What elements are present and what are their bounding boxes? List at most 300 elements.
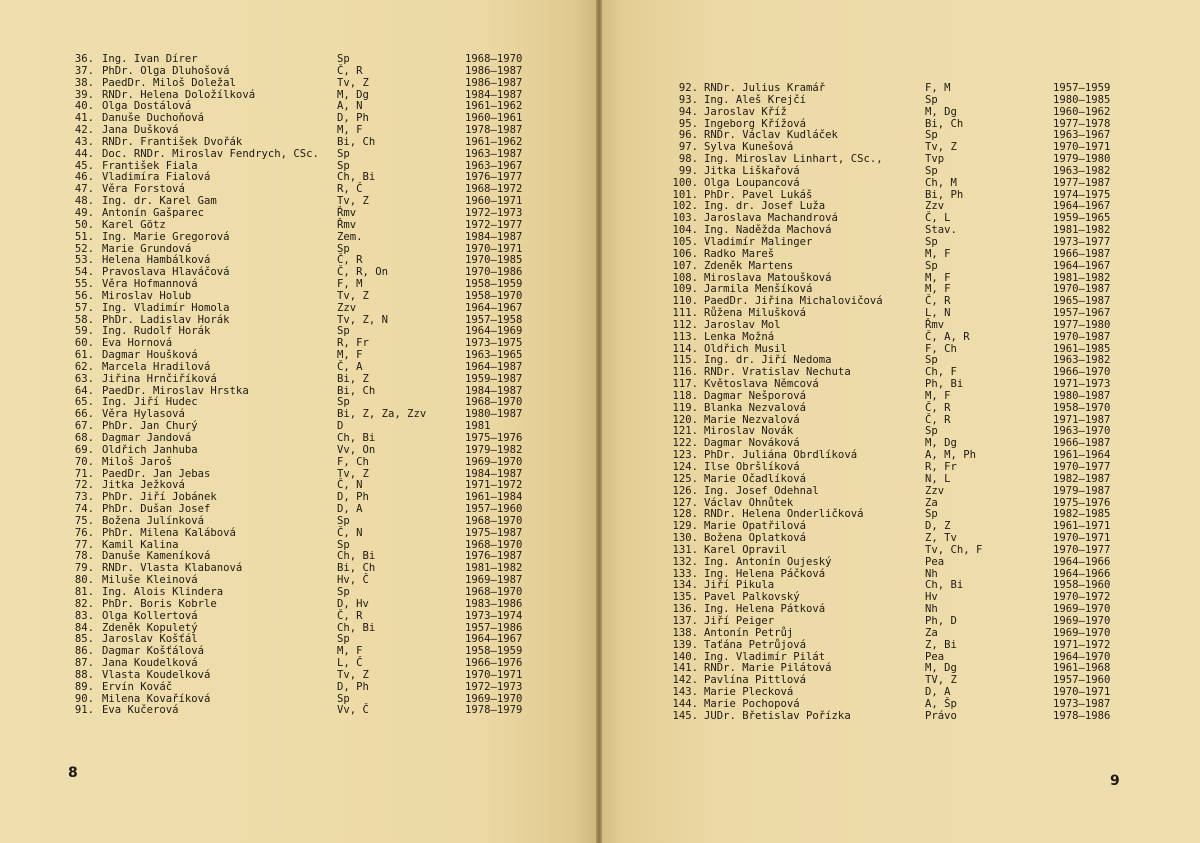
entry-subjects: Tv, Z — [337, 668, 369, 681]
entry-name: Miroslav Novák — [704, 425, 794, 438]
entry-subjects: R, Fr — [925, 461, 957, 473]
entry-subjects: Nh — [925, 603, 938, 616]
entry-name: Zdeněk Martens — [704, 259, 794, 272]
entry-subjects: D, Ph — [337, 680, 369, 693]
entry-name: Jaroslav Mol — [704, 318, 781, 331]
entry-name: Ing. Vladimír Pilát — [704, 650, 826, 663]
entry-number: 89. — [74, 680, 94, 693]
entry-name: Pravoslava Hlaváčová — [102, 266, 230, 279]
entry-number: 55. — [74, 278, 94, 291]
entry-subjects: M, F — [925, 283, 951, 296]
entry-years: 1963—1967 — [1053, 129, 1111, 142]
entry-number: 128. — [672, 508, 698, 521]
entry-subjects: Č, A, R — [925, 330, 970, 343]
entry-years: 1966—1976 — [465, 657, 523, 670]
entry-number: 53. — [74, 254, 94, 267]
entry-name: Miloš Jaroš — [102, 455, 173, 468]
entry-name: Marie Očadlíková — [704, 472, 807, 485]
entry-years: 1970—1971 — [1053, 141, 1111, 154]
entry-years: 1958—1959 — [465, 278, 523, 291]
entry-subjects: Tvp — [925, 153, 945, 166]
entry-subjects: Sp — [925, 235, 938, 248]
entry-years: 1961—1964 — [1053, 449, 1111, 462]
entry-subjects: L, N — [925, 307, 951, 320]
entry-number: 48. — [74, 195, 94, 208]
entry-years: 1970—1987 — [1053, 330, 1111, 343]
entry-name: JUDr. Břetislav Pořízka — [704, 709, 851, 722]
entry-number: 114. — [672, 342, 698, 355]
entry-name: Ing. Naděžda Machová — [704, 224, 832, 237]
entry-number: 132. — [672, 555, 698, 568]
entry-number: 47. — [74, 183, 94, 196]
entry-years: 1957—1960 — [1053, 674, 1111, 687]
entry-years: 1968—1970 — [465, 53, 523, 65]
entry-number: 90. — [74, 692, 94, 705]
entry-name: Kamil Kalina — [102, 538, 179, 551]
entry-name: Pavlína Pittlová — [704, 674, 807, 687]
entry-number: 81. — [74, 585, 94, 598]
entry-number: 102. — [672, 200, 698, 213]
entry-subjects: Pea — [925, 650, 945, 663]
entry-years: 1963—1982 — [1053, 354, 1111, 367]
entry-years: 1970—1987 — [1053, 283, 1111, 296]
entry-number: 126. — [672, 484, 698, 497]
entry-years: 1961—1962 — [465, 100, 523, 113]
entry-name: Jiřina Hrnčiříková — [102, 372, 217, 385]
entry-number: 57. — [74, 301, 94, 314]
entry-name: Antonín Gašparec — [102, 206, 205, 219]
entry-name: Ing. Alois Klindera — [102, 585, 224, 598]
entry-name: Antonín Petrůj — [704, 626, 794, 639]
entry-subjects: Tv, Z — [337, 195, 369, 208]
entry-years: 1958—1960 — [1053, 579, 1111, 592]
entry-years: 1978—1979 — [465, 704, 523, 717]
entry-name: Danuše Kameníková — [102, 550, 211, 563]
entry-name: Vladimíra Fialová — [102, 171, 211, 184]
entry-years: 1964—1966 — [1053, 555, 1111, 568]
entry-name: Jaroslav Košťál — [102, 633, 198, 646]
entry-subjects: Sp — [337, 159, 350, 172]
entry-number: 96. — [678, 129, 698, 142]
entry-years: 1975—1976 — [1053, 496, 1111, 509]
entry-subjects: Ch, Bi — [337, 171, 376, 184]
page-number-left: 8 — [68, 765, 78, 781]
entry-name: PhDr. Milena Kalábová — [102, 526, 236, 539]
entry-years: 1961—1968 — [1053, 662, 1111, 675]
entry-subjects: Tv, Ch, F — [925, 543, 983, 556]
entry-name: Doc. RNDr. Miroslav Fendrych, CSc. — [102, 147, 319, 160]
entry-subjects: Ch, Bi — [925, 579, 964, 592]
entry-subjects: Sp — [337, 692, 350, 705]
entry-name: Taťána Petrůjová — [704, 638, 807, 651]
entry-years: 1971—1972 — [1053, 638, 1111, 651]
entry-subjects: D, Z — [925, 520, 951, 533]
entry-name: Věra Hylasová — [102, 408, 185, 421]
entry-subjects: M, F — [337, 124, 363, 137]
entry-years: 1958—1970 — [1053, 401, 1111, 414]
entry-number: 137. — [672, 614, 698, 627]
entry-number: 88. — [74, 668, 94, 681]
entry-subjects: Bi, Ch — [337, 384, 376, 397]
entry-years: 1961—1971 — [1053, 520, 1111, 533]
entry-number: 36. — [74, 53, 94, 65]
entry-name: Dagmar Nováková — [704, 437, 800, 450]
entry-subjects: D, Ph — [337, 491, 369, 504]
entry-subjects: Sp — [925, 259, 938, 272]
entry-years: 1980—1987 — [465, 408, 523, 421]
entry-name: Dagmar Nešporová — [704, 389, 807, 402]
entry-years: 1976—1977 — [465, 171, 523, 184]
entry-years: 1970—1971 — [1053, 686, 1111, 699]
entry-subjects: Č, R — [925, 295, 951, 308]
entry-years: 1959—1987 — [465, 372, 523, 385]
entry-years: 1961—1984 — [465, 491, 523, 504]
entry-number: 80. — [74, 574, 94, 587]
entry-subjects: Č, N — [337, 479, 363, 492]
entry-number: 94. — [678, 105, 698, 118]
entry-subjects: Řmv — [337, 218, 357, 231]
entry-years: 1978—1987 — [465, 124, 523, 137]
entry-years: 1960—1962 — [1053, 105, 1111, 118]
entry-subjects: Zem. — [337, 230, 363, 243]
entry-name: Ervín Kováč — [102, 680, 173, 693]
page-number-right: 9 — [1110, 773, 1120, 789]
entry-subjects: M, Dg — [925, 105, 957, 118]
entry-number: 109. — [672, 283, 698, 296]
entry-years: 1981 — [465, 420, 491, 433]
entry-name: PaedDr. Miloš Doležal — [102, 76, 236, 89]
entry-subjects: Řmv — [337, 206, 357, 219]
entry-subjects: Ch, Bi — [337, 432, 376, 444]
entry-name: Květoslava Němcová — [704, 378, 819, 391]
entry-name: Oldřich Janhuba — [102, 443, 198, 456]
entry-number: 111. — [672, 307, 698, 320]
entry-number: 120. — [672, 413, 698, 426]
entry-years: 1968—1970 — [465, 396, 523, 409]
entry-years: 1986—1987 — [465, 64, 523, 77]
entry-name: PhDr. Boris Kobrle — [102, 597, 217, 610]
entry-name: Jitka Ježková — [102, 479, 185, 492]
entry-years: 1958—1959 — [465, 645, 523, 658]
entry-number: 58. — [74, 313, 94, 326]
entry-years: 1963—1970 — [1053, 425, 1111, 438]
entry-number: 135. — [672, 591, 698, 604]
entry-subjects: Stav. — [925, 224, 957, 237]
entry-number: 69. — [74, 443, 94, 456]
entry-years: 1982—1985 — [1053, 508, 1111, 521]
entry-name: Pavel Palkovský — [704, 591, 800, 604]
entry-number: 42. — [74, 124, 94, 137]
entry-number: 87. — [74, 657, 94, 670]
entry-name: Lenka Možná — [704, 330, 775, 343]
entry-subjects: Sp — [925, 93, 938, 106]
entry-years: 1979—1987 — [1053, 484, 1111, 497]
entry-years: 1982—1987 — [1053, 472, 1111, 485]
entry-subjects: R, Č — [337, 183, 363, 196]
entry-number: 74. — [74, 503, 94, 516]
entry-number: 100. — [672, 176, 698, 189]
entry-years: 1984—1987 — [465, 467, 523, 480]
entry-years: 1984—1987 — [465, 230, 523, 243]
entry-number: 113. — [672, 330, 698, 343]
entry-subjects: M, F — [925, 271, 951, 284]
entry-years: 1969—1970 — [1053, 614, 1111, 627]
entry-name: RNDr. Vratislav Nechuta — [704, 366, 851, 379]
entry-subjects: Zzv — [925, 484, 945, 497]
entry-years: 1986—1987 — [465, 76, 523, 89]
entry-name: Dagmar Houšková — [102, 349, 198, 362]
entry-name: Ingeborg Křížová — [704, 117, 807, 130]
entry-years: 1968—1970 — [465, 514, 523, 527]
entry-years: 1964—1967 — [1053, 200, 1111, 213]
entry-name: Jiří Peiger — [704, 614, 775, 627]
entry-number: 65. — [74, 396, 94, 409]
entry-number: 45. — [74, 159, 94, 172]
entry-years: 1957—1967 — [1053, 307, 1111, 320]
entry-number: 93. — [678, 93, 698, 106]
entry-subjects: Č, A — [337, 360, 363, 373]
entry-number: 136. — [672, 603, 698, 616]
entry-number: 70. — [74, 455, 94, 468]
entry-number: 50. — [74, 218, 94, 231]
entry-subjects: Sp — [925, 508, 938, 521]
entry-name: Ing. Helena Pátková — [704, 603, 826, 616]
entry-years: 1966—1987 — [1053, 247, 1111, 260]
entry-name: Ing. Miroslav Linhart, CSc., — [704, 153, 883, 166]
entry-number: 129. — [672, 520, 698, 533]
entry-name: PhDr. Juliána Obrdlíková — [704, 449, 858, 462]
entry-name: Ing. Aleš Krejčí — [704, 93, 807, 106]
entry-name: Milena Kovaříková — [102, 692, 211, 705]
entry-subjects: D, A — [337, 503, 363, 516]
entry-subjects: Za — [925, 626, 938, 639]
entry-subjects: Nh — [925, 567, 938, 580]
entry-name: Ing. dr. Jiří Nedoma — [704, 354, 832, 367]
entry-number: 103. — [672, 212, 698, 225]
entry-subjects: Č, R — [337, 609, 363, 622]
entry-number: 39. — [74, 88, 94, 101]
entry-number: 108. — [672, 271, 698, 284]
entry-subjects: Sp — [337, 147, 350, 160]
entry-number: 97. — [678, 141, 698, 154]
entry-name: RNDr. Helena Doložílková — [102, 88, 256, 101]
entry-number: 79. — [74, 562, 94, 575]
entry-name: Olga Dostálová — [102, 100, 192, 113]
entry-years: 1964—1967 — [465, 633, 523, 646]
entry-subjects: Bi, Z, Za, Zzv — [337, 408, 427, 421]
entry-years: 1963—1982 — [1053, 164, 1111, 177]
entry-number: 85. — [74, 633, 94, 646]
entry-years: 1963—1967 — [465, 159, 523, 172]
entry-years: 1958—1970 — [465, 289, 523, 302]
entry-name: Marie Plecková — [704, 686, 794, 699]
entry-name: Ing. Rudolf Horák — [102, 325, 211, 338]
entry-subjects: Tv, Z — [337, 289, 369, 302]
entry-subjects: Z, Tv — [925, 532, 957, 545]
entry-subjects: A, N — [337, 100, 363, 113]
entry-years: 1974—1975 — [1053, 188, 1111, 201]
entry-name: PaedDr. Jan Jebas — [102, 467, 211, 480]
entry-name: František Fiala — [102, 159, 198, 172]
entry-number: 95. — [678, 117, 698, 130]
entry-years: 1969—1970 — [1053, 603, 1111, 616]
entry-name: Helena Hambálková — [102, 254, 211, 267]
entry-subjects: Bi, Ph — [925, 188, 964, 201]
entry-years: 1966—1970 — [1053, 366, 1111, 379]
entry-subjects: Ch, Bi — [337, 621, 376, 634]
entry-years: 1969—1970 — [465, 455, 523, 468]
entry-years: 1980—1985 — [1053, 93, 1111, 106]
entry-subjects: Sp — [337, 53, 350, 65]
entry-name: Jiří Pikula — [704, 579, 775, 592]
entry-subjects: Vv, On — [337, 443, 376, 456]
entry-years: 1980—1987 — [1053, 389, 1111, 402]
entry-subjects: Zzv — [925, 200, 945, 213]
entry-years: 1957—1958 — [465, 313, 523, 326]
entry-number: 62. — [74, 360, 94, 373]
entry-number: 110. — [672, 295, 698, 308]
entry-name: Miluše Kleinová — [102, 574, 198, 587]
entry-number: 123. — [672, 449, 698, 462]
entry-subjects: Č, R — [925, 413, 951, 426]
entry-number: 134. — [672, 579, 698, 592]
entry-years: 1961—1962 — [465, 135, 523, 148]
entry-number: 40. — [74, 100, 94, 113]
entry-number: 98. — [678, 153, 698, 166]
entry-name: RNDr. Helena Onderličková — [704, 508, 864, 521]
entry-number: 91. — [74, 704, 94, 717]
entry-years: 1979—1982 — [465, 443, 523, 456]
entry-name: Eva Kučerová — [102, 704, 179, 717]
entry-subjects: F, M — [337, 278, 363, 291]
entry-name: Jitka Liškařová — [704, 164, 800, 177]
entry-number: 121. — [672, 425, 698, 438]
entry-subjects: Sp — [925, 129, 938, 142]
entry-number: 56. — [74, 289, 94, 302]
entry-subjects: Bi, Ch — [925, 117, 964, 130]
entry-number: 59. — [74, 325, 94, 338]
entry-name: RNDr. Václav Kudláček — [704, 129, 838, 142]
entry-subjects: M, F — [337, 645, 363, 658]
entry-number: 139. — [672, 638, 698, 651]
entry-number: 116. — [672, 366, 698, 379]
entry-subjects: M, F — [925, 389, 951, 402]
entry-subjects: Sp — [925, 425, 938, 438]
entry-number: 37. — [74, 64, 94, 77]
entry-years: 1978—1986 — [1053, 709, 1111, 722]
entry-name: Radko Mareš — [704, 247, 775, 260]
entry-number: 112. — [672, 318, 698, 331]
entry-subjects: Č, R, On — [337, 266, 389, 279]
entry-subjects: Sp — [337, 242, 350, 255]
entry-name: Vladimír Malinger — [704, 235, 813, 248]
entry-name: Ing. dr. Karel Gam — [102, 195, 217, 208]
entry-subjects: M, F — [337, 349, 363, 362]
entry-years: 1968—1970 — [465, 538, 523, 551]
entry-subjects: M, Dg — [925, 662, 957, 675]
entry-years: 1960—1971 — [465, 195, 523, 208]
entry-subjects: Ch, F — [925, 366, 957, 379]
entry-subjects: Právo — [925, 709, 957, 722]
entry-years: 1970—1971 — [1053, 532, 1111, 545]
entry-subjects: Sp — [925, 354, 938, 367]
entry-years: 1973—1987 — [1053, 697, 1111, 710]
entry-subjects: TV, Z — [925, 674, 957, 687]
entry-years: 1976—1987 — [465, 550, 523, 563]
entry-subjects: Sp — [337, 538, 350, 551]
entry-years: 1957—1959 — [1053, 82, 1111, 94]
entry-number: 140. — [672, 650, 698, 663]
entry-number: 107. — [672, 259, 698, 272]
entry-subjects: Sp — [337, 633, 350, 646]
entry-subjects: Č, R — [337, 254, 363, 267]
entry-years: 1965—1987 — [1053, 295, 1111, 308]
entry-subjects: Tv, Z, N — [337, 313, 389, 326]
entry-name: Blanka Nezvalová — [704, 401, 807, 414]
entry-subjects: Bi, Z — [337, 372, 369, 385]
entry-number: 49. — [74, 206, 94, 219]
entry-number: 63. — [74, 372, 94, 385]
entry-number: 84. — [74, 621, 94, 634]
entry-subjects: N, L — [925, 472, 951, 485]
entry-subjects: F, Ch — [925, 342, 957, 355]
entry-name: Jarmila Menšíková — [704, 283, 813, 296]
entry-subjects: Sp — [337, 396, 350, 409]
entry-years: 1975—1987 — [465, 526, 523, 539]
entry-years: 1964—1967 — [465, 301, 523, 314]
entry-number: 73. — [74, 491, 94, 504]
entry-name: Ing. Ivan Dírer — [102, 53, 198, 65]
entry-years: 1966—1987 — [1053, 437, 1111, 450]
entry-number: 106. — [672, 247, 698, 260]
entry-years: 1964—1970 — [1053, 650, 1111, 663]
entry-name: Ing. Vladimír Homola — [102, 301, 230, 314]
entry-subjects: Č, R — [337, 64, 363, 77]
entry-name: Ilse Obršlíková — [704, 461, 800, 473]
entry-years: 1960—1961 — [465, 112, 523, 125]
entry-name: Věra Hofmannová — [102, 278, 198, 291]
entry-number: 138. — [672, 626, 698, 639]
entry-name: Václav Ohnůtek — [704, 496, 794, 509]
entry-number: 38. — [74, 76, 94, 89]
left-page — [0, 0, 598, 843]
entry-years: 1963—1965 — [465, 349, 523, 362]
entry-subjects: A, Šp — [925, 697, 957, 710]
entry-name: Sylva Kunešová — [704, 141, 794, 154]
entry-name: Jaroslav Kříž — [704, 105, 787, 118]
entry-years: 1970—1971 — [465, 668, 523, 681]
entry-subjects: M, Dg — [925, 437, 957, 450]
entry-subjects: Sp — [925, 164, 938, 177]
entry-number: 142. — [672, 674, 698, 687]
entry-number: 60. — [74, 337, 94, 350]
entry-number: 124. — [672, 461, 698, 473]
entry-name: Miroslav Holub — [102, 289, 192, 302]
entry-years: 1973—1974 — [465, 609, 523, 622]
entry-name: Jaroslava Machandrová — [704, 212, 838, 225]
entry-number: 46. — [74, 171, 94, 184]
entry-name: Danuše Duchoňová — [102, 112, 205, 125]
entry-years: 1961—1985 — [1053, 342, 1111, 355]
entry-number: 127. — [672, 496, 698, 509]
entry-number: 105. — [672, 235, 698, 248]
entry-number: 104. — [672, 224, 698, 237]
entry-years: 1971—1987 — [1053, 413, 1111, 426]
entry-name: Dagmar Jandová — [102, 432, 192, 444]
entry-name: Eva Hornová — [102, 337, 173, 350]
entry-number: 41. — [74, 112, 94, 125]
entry-subjects: Zzv — [337, 301, 357, 314]
